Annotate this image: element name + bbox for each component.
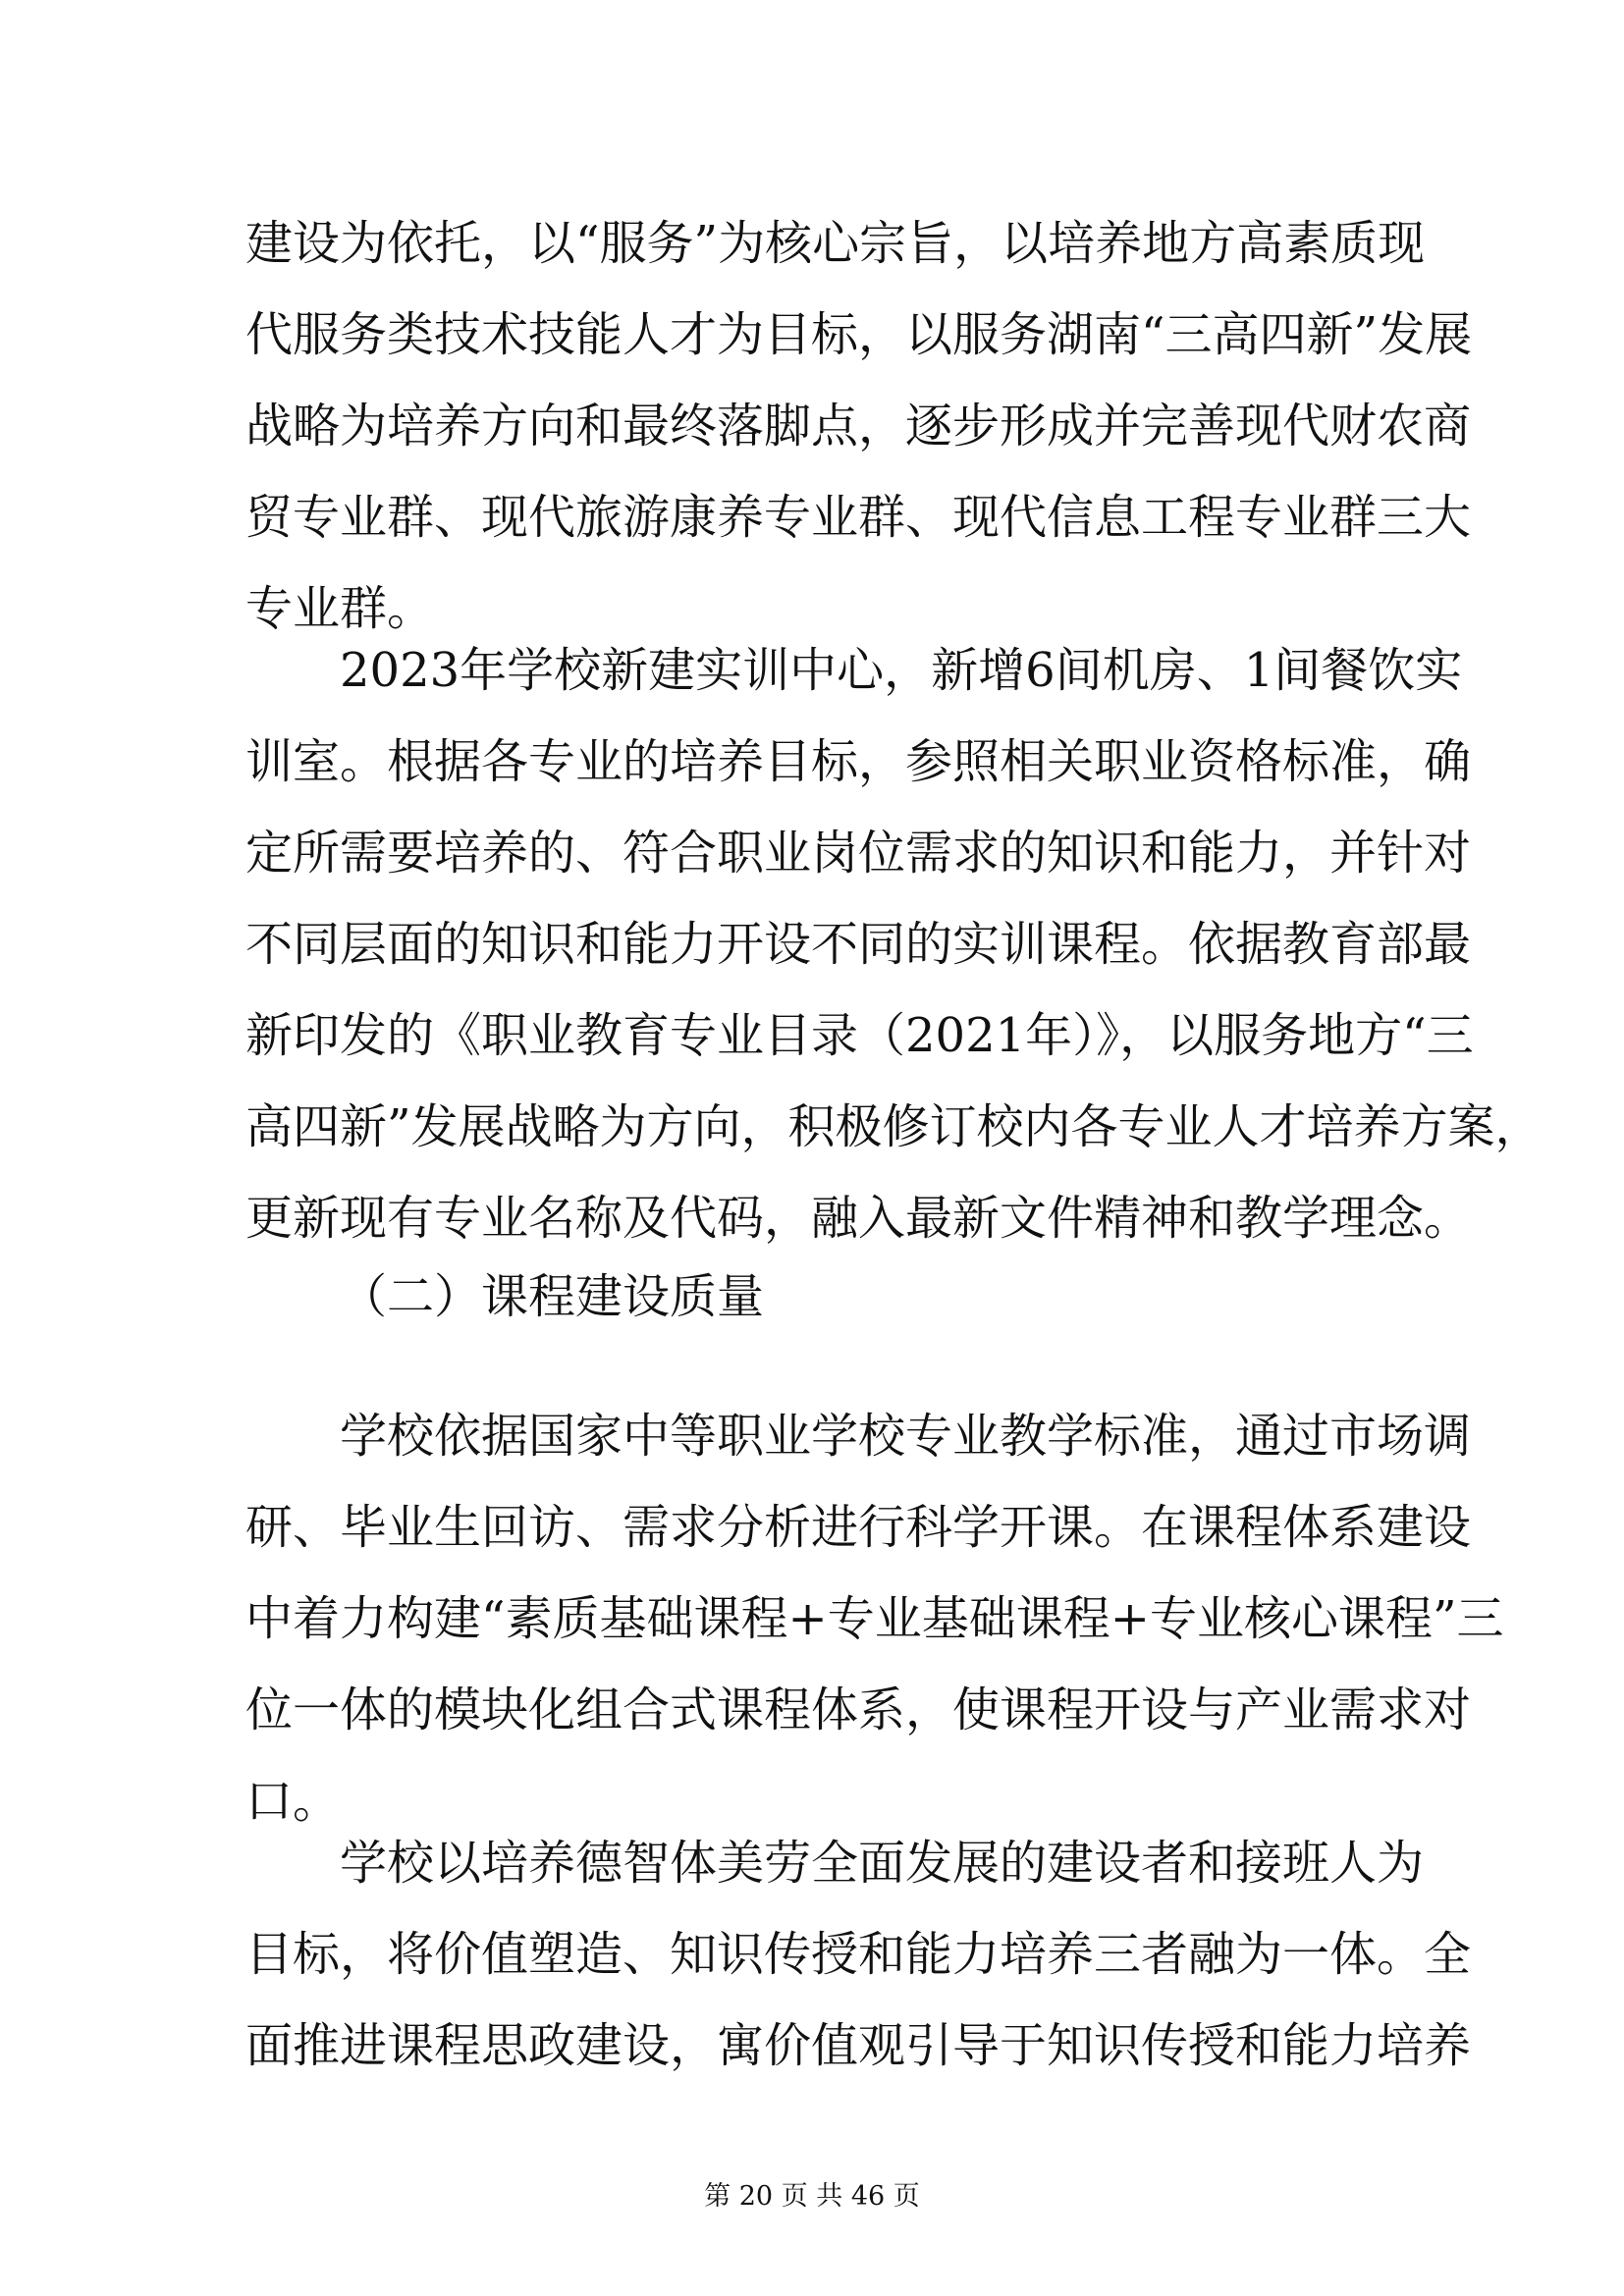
text-line: 中着力构建“素质基础课程+专业基础课程+专业核心课程”三 — [245, 1591, 1504, 1646]
text-line: 口。 — [245, 1774, 341, 1829]
paragraph-2 — [245, 625, 1543, 1264]
text-line: 建设为依托，以“服务”为核心宗旨，以培养地方高素质现 — [245, 216, 1426, 271]
text-line: 更新现有专业名称及代码，融入最新文件精神和教学理念。 — [245, 1191, 1472, 1246]
text-line: 不同层面的知识和能力开设不同的实训课程。依据教育部最 — [245, 917, 1472, 972]
text-line: 代服务类技术技能人才为目标，以服务湖南“三高四新”发展 — [245, 307, 1473, 362]
text-line: 训室。根据各专业的培养目标，参照相关职业资格标准，确 — [245, 734, 1472, 789]
section-heading: （二）课程建设质量 — [340, 1269, 765, 1324]
text-line: 面推进课程思政建设，寓价值观引导于知识传授和能力培养 — [245, 2018, 1472, 2073]
paragraph-4 — [245, 1818, 1472, 2092]
text-line: 新印发的《职业教育专业目录（2021年）》，以服务地方“三 — [245, 1008, 1474, 1063]
text-line: 高四新”发展战略为方向，积极修订校内各专业人才培养方案， — [245, 1099, 1543, 1154]
text-line: 学校以培养德智体美劳全面发展的建设者和接班人为 — [340, 1836, 1425, 1891]
text-line: 专业群。 — [245, 581, 435, 636]
text-line: 战略为培养方向和最终落脚点，逐步形成并完善现代财农商 — [245, 399, 1472, 454]
text-line: 定所需要培养的、符合职业岗位需求的知识和能力，并针对 — [245, 826, 1472, 881]
text-line: 位一体的模块化组合式课程体系，使课程开设与产业需求对 — [245, 1682, 1472, 1737]
text-line: 2023年学校新建实训中心，新增6间机房、1间餐饮实 — [340, 643, 1463, 698]
page-number-footer: 第 20 页 共 46 页 — [704, 2181, 920, 2212]
paragraph-3 — [245, 1391, 1504, 1847]
text-line: 贸专业群、现代旅游康养专业群、现代信息工程专业群三大 — [245, 490, 1472, 545]
text-line: 研、毕业生回访、需求分析进行科学开课。在课程体系建设 — [245, 1500, 1472, 1555]
text-line: 学校依据国家中等职业学校专业教学标准，通过市场调 — [340, 1409, 1472, 1464]
text-line: 目标，将价值塑造、知识传授和能力培养三者融为一体。全 — [245, 1927, 1472, 1982]
paragraph-1 — [245, 198, 1473, 655]
